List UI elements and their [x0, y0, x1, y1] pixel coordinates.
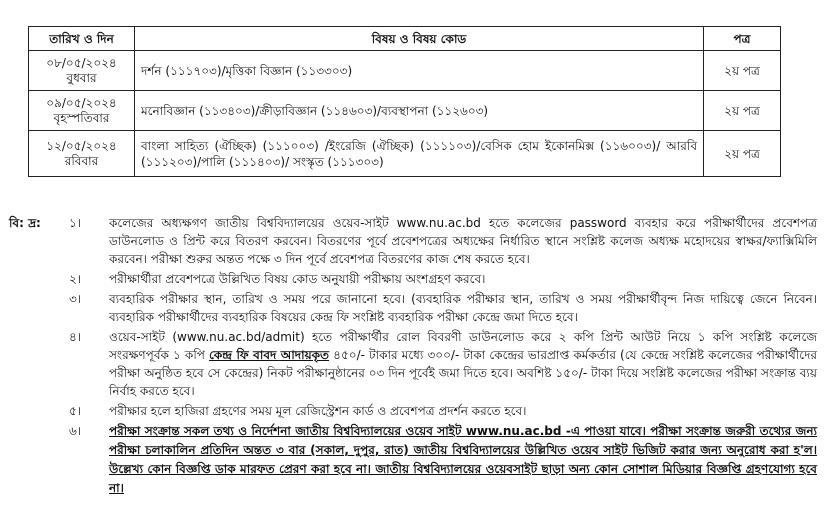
note-item [9, 328, 817, 400]
date-cell [29, 91, 135, 131]
header-date: তারিখ ও দিন [29, 27, 135, 51]
note-item [9, 290, 817, 326]
date-cell [29, 131, 135, 177]
table-header-row [29, 27, 781, 51]
note-text: পরীক্ষার্থীরা প্রবেশপত্রে উল্লিখিত বিষয় কোড অনুযায়ী পরীক্ষায় অংশগ্রহণ করবে। [109, 272, 486, 286]
exam-date: ০৮/০৫/২০২৪ [46, 55, 117, 70]
exam-day: রবিবার [64, 153, 99, 168]
date-cell [29, 51, 135, 91]
exam-date: ১২/০৫/২০২৪ [46, 138, 117, 153]
header-subject: বিষয় ও বিষয় কোড [135, 27, 704, 51]
table-row [29, 51, 781, 91]
note-text [109, 328, 817, 400]
table-row [29, 91, 781, 131]
note-text: কলেজের অধ্যক্ষগণ জাতীয় বিশ্ববিদ্যালয়ের ওয়েব-সাইট www.nu.ac.bd হতে কলেজের password ব্যবহার করে পরীক্ষার্থীদের প্রবেশপত্র ডাউনলোড ও প্রিন্ট করে বিতরণ করবেন। বিতরণের পূর্বে প্রবেশপত্রের অধ্যক্ষের নির্ধারিত স্থানে সংশ্লিষ্ট কলেজ অধ্যক্ষ মহোদয়ের স্বাক্ষর/ফ্যাক্সিমিলি করবেন। পরীক্ষা শুরুর অন্তত পক্ষে ৩ দিন পূর্বে প্রবেশপত্র বিতরণের কাজ শেষ করতে হবে। [109, 216, 817, 266]
notes-section [9, 214, 817, 500]
paper-cell: ২য় পত্র [704, 131, 781, 177]
header-paper: পত্র [704, 27, 781, 51]
note-number: ৪। [69, 330, 82, 344]
note-text: ব্যবহারিক পরীক্ষার স্থান, তারিখ ও সময় পরে জানানো হবে। (ব্যবহারিক পরীক্ষার স্থান, তারিখ ও সময় পরীক্ষার্থীবৃন্দ নিজ দায়িত্বে জেনে নিবেন। ব্যবহারিক পরীক্ষার্থীদের ব্যবহারিক বিষয়ের কেন্দ্র ফি সংশ্লিষ্ট ব্যবহারিক পরীক্ষা কেন্দ্রে জমা দিতে হবে। [109, 292, 817, 324]
subject-cell: মনোবিজ্ঞান (১১৩৪০৩)/ক্রীড়াবিজ্ঞান (১১৪৬০৩)/ব্যবস্থাপনা (১১২৬০৩) [135, 91, 704, 131]
exam-date: ০৯/০৫/২০২৪ [46, 95, 117, 110]
subject-cell: দর্শন (১১১৭০৩)/মৃত্তিকা বিজ্ঞান (১১৩৩০৩) [135, 51, 704, 91]
note-item [9, 422, 817, 498]
table-row [29, 131, 781, 177]
notes-heading: বি: দ্র: [9, 216, 41, 230]
subject-cell: বাংলা সাহিত্য (ঐচ্ছিক) (১১১০০৩) /ইংরেজি (ঐচ্ছিক) (১১১১০৩)/বেসিক হোম ইকোনমিক্স (১১৬০০৩)/ আরবি (১১১২০৩)/পালি (১১১৪০৩)/ সংস্কৃত (১১১৩০৩) [135, 131, 704, 177]
note-number: ২। [69, 272, 82, 286]
note-text-part: ৪৫০/- টাকার মধ্যে ৩০০/- টাকা কেন্দ্রের ভারপ্রাপ্ত কর্মকর্তার (যে কেন্দ্রে সংশ্লিষ্ট কলেজের পরীক্ষার্থীদের পরীক্ষা অনুষ্ঠিত হবে সে কেন্দ্রের) নিকট পরীক্ষানুষ্ঠানের ০৩ দিন পূর্বেই জমা দিতে হবে। অবশিষ্ট ১৫০/- টাকা দিয়ে সংশ্লিষ্ট কলেজের পরীক্ষা সংক্রান্ত ব্যয় নির্বাহ করতে হবে। [109, 348, 817, 398]
exam-schedule-table [28, 26, 781, 177]
note-text: পরীক্ষা সংক্রান্ত সকল তথ্য ও নির্দেশনা জাতীয় বিশ্ববিদ্যালয়ের ওয়েব সাইট www.nu.ac.bd -এ পাওয়া যাবে। পরীক্ষা সংক্রান্ত জরুরী তথ্যের জন্য পরীক্ষা চলাকালিন প্রতিদিন অন্তত ৩ বার (সকাল, দুপুর, রাত) জাতীয় বিশ্ববিদ্যালয়ের উল্লিখিত ওয়েব সাইট ভিজিট করার জন্য অনুরোধ করা হ'ল। উল্লেখ্য কোন বিজ্ঞপ্তি ডাক মারফত প্রেরণ করা হবে না। জাতীয় বিশ্ববিদ্যালয়ের ওয়েবসাইট ছাড়া অন্য কোন সোশাল মিডিয়ার বিজ্ঞপ্তি গ্রহণযোগ্য হবে না। [109, 424, 817, 495]
paper-cell: ২য় পত্র [704, 51, 781, 91]
note-text: পরীক্ষার হলে হাজিরা গ্রহণের সময় মূল রেজিস্ট্রেশন কার্ড ও প্রবেশপত্র প্রদর্শন করতে হবে। [109, 404, 527, 418]
note-item [9, 214, 817, 268]
note-number: ১। [69, 216, 82, 230]
exam-day: বুধবার [66, 70, 97, 85]
note-number: ৩। [69, 292, 82, 306]
note-number: ৬। [69, 424, 82, 438]
center-fee-highlight: কেন্দ্র ফি বাবদ আদায়কৃত [209, 348, 330, 362]
note-item [9, 402, 817, 420]
exam-day: বৃহস্পতিবার [53, 110, 110, 125]
paper-cell: ২য় পত্র [704, 91, 781, 131]
note-item [9, 270, 817, 288]
note-text-part: ওয়েব-সাইট (www.nu.ac.bd/admit) হতে পরীক্ষার্থীর রোল বিবরণী ডাউনলোড করে ২ কপি প্রিন্ট আউট নিয়ে ১ কপি সংশ্লিষ্ট কলেজে সংরক্ষণপূর্বক ১ কপি [109, 330, 817, 362]
note-number: ৫। [69, 404, 82, 418]
